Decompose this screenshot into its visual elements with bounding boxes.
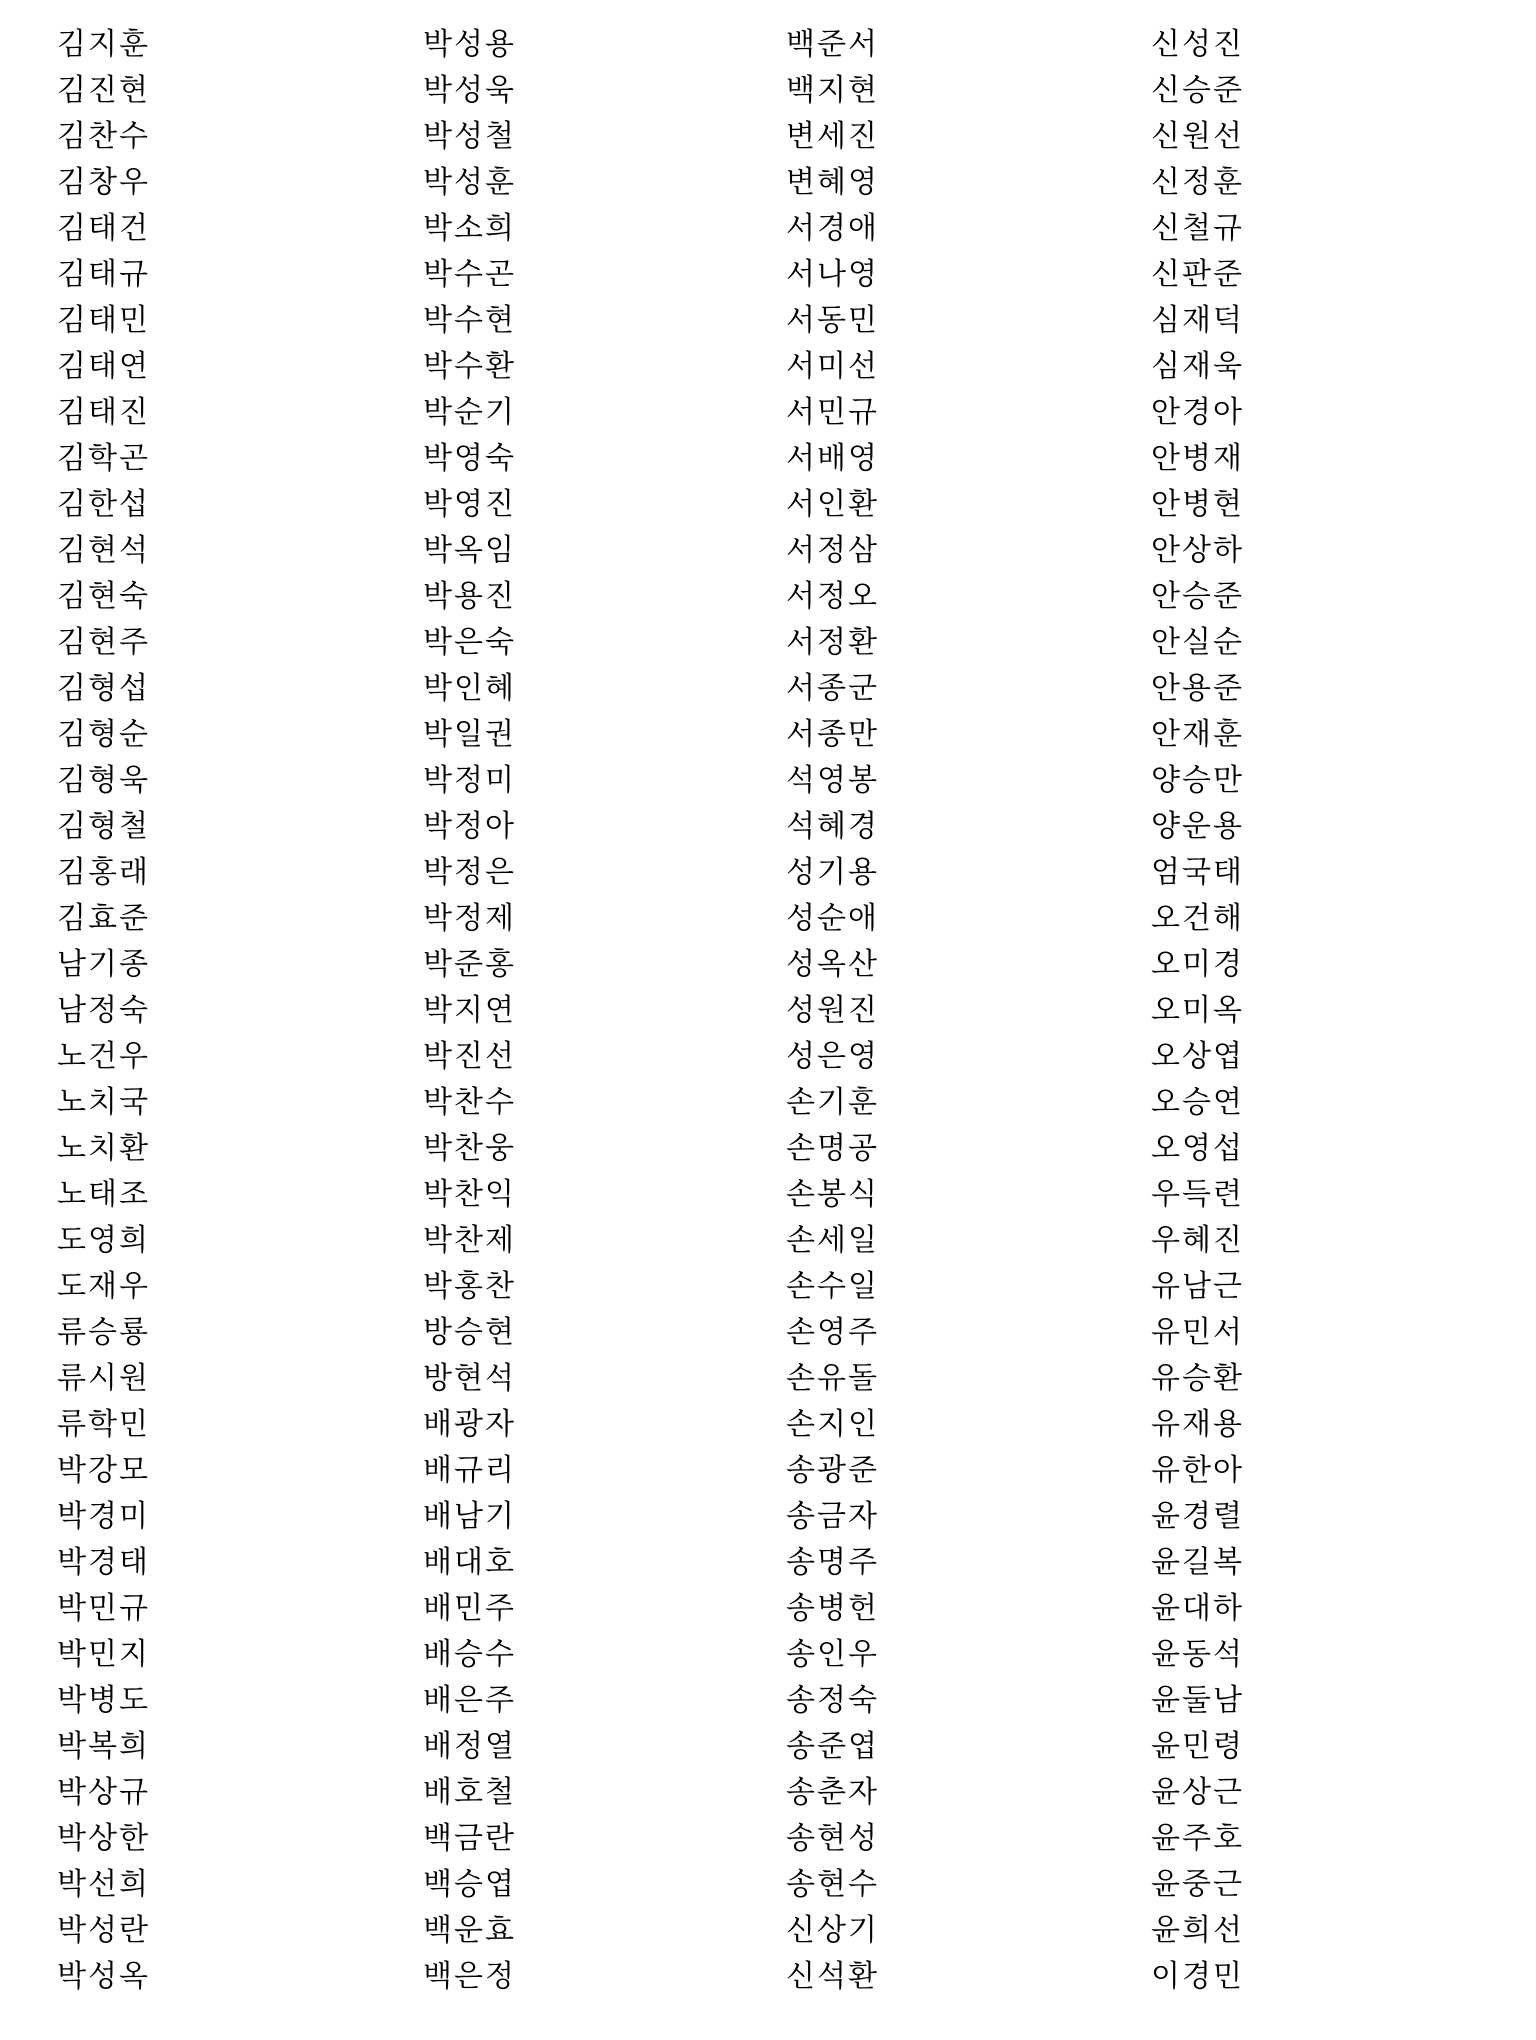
name-entry: 성기용 [786,855,879,890]
name-entry: 박정제 [423,901,516,936]
name-entry: 배민주 [423,1591,516,1626]
name-entry: 윤민령 [1151,1729,1244,1764]
name-entry: 신철규 [1151,211,1244,246]
name-entry: 서종만 [786,717,879,752]
name-column-2 [423,22,673,2000]
name-entry: 유민서 [1151,1315,1244,1350]
name-entry: 박성욱 [423,73,516,108]
name-entry: 백승엽 [423,1867,516,1902]
name-entry: 박찬제 [423,1223,516,1258]
name-entry: 송현성 [786,1821,879,1856]
name-entry: 김형철 [57,809,150,844]
name-entry: 안경아 [1151,395,1244,430]
name-entry: 서경애 [786,211,879,246]
name-column-3 [786,22,1036,2000]
name-entry: 이경민 [1151,1959,1244,1994]
name-entry: 박찬수 [423,1085,516,1120]
name-entry: 서정삼 [786,533,879,568]
name-entry: 배은주 [423,1683,516,1718]
name-entry: 성옥산 [786,947,879,982]
name-entry: 변혜영 [786,165,879,200]
name-entry: 김찬수 [57,119,150,154]
name-entry: 박상한 [57,1821,150,1856]
name-entry: 박옥임 [423,533,516,568]
name-entry: 박수곤 [423,257,516,292]
name-entry: 안병재 [1151,441,1244,476]
name-column-1 [57,22,307,2000]
name-entry: 변세진 [786,119,879,154]
name-entry: 박정아 [423,809,516,844]
name-entry: 석영봉 [786,763,879,798]
name-entry: 윤대하 [1151,1591,1244,1626]
name-entry: 박준홍 [423,947,516,982]
name-entry: 성은영 [786,1039,879,1074]
name-entry: 유남근 [1151,1269,1244,1304]
name-entry: 방현석 [423,1361,516,1396]
name-entry: 손명공 [786,1131,879,1166]
name-entry: 유승환 [1151,1361,1244,1396]
name-entry: 박정미 [423,763,516,798]
name-entry: 박찬익 [423,1177,516,1212]
name-entry: 오승연 [1151,1085,1244,1120]
name-entry: 오영섭 [1151,1131,1244,1166]
name-entry: 김효준 [57,901,150,936]
name-entry: 송금자 [786,1499,879,1534]
name-entry: 박상규 [57,1775,150,1810]
name-entry: 남기종 [57,947,150,982]
name-entry: 노치환 [57,1131,150,1166]
name-entry: 박성철 [423,119,516,154]
name-entry: 김현숙 [57,579,150,614]
name-entry: 유재용 [1151,1407,1244,1442]
name-entry: 박지연 [423,993,516,1028]
name-entry: 송춘자 [786,1775,879,1810]
name-entry: 안승준 [1151,579,1244,614]
name-entry: 손유돌 [786,1361,879,1396]
name-entry: 박수현 [423,303,516,338]
name-entry: 심재덕 [1151,303,1244,338]
name-entry: 송현수 [786,1867,879,1902]
name-entry: 송병헌 [786,1591,879,1626]
name-entry: 류학민 [57,1407,150,1442]
name-entry: 서나영 [786,257,879,292]
name-entry: 백준서 [786,27,879,62]
name-entry: 송준엽 [786,1729,879,1764]
name-entry: 안병현 [1151,487,1244,522]
name-entry: 김태규 [57,257,150,292]
name-column-4 [1151,22,1401,2000]
name-entry: 박성옥 [57,1959,150,1994]
name-entry: 윤상근 [1151,1775,1244,1810]
name-entry: 김한섭 [57,487,150,522]
name-entry: 김형욱 [57,763,150,798]
name-entry: 안용준 [1151,671,1244,706]
name-entry: 오상엽 [1151,1039,1244,1074]
name-entry: 박병도 [57,1683,150,1718]
name-entry: 윤동석 [1151,1637,1244,1672]
name-entry: 신원선 [1151,119,1244,154]
name-entry: 배승수 [423,1637,516,1672]
name-entry: 김현주 [57,625,150,660]
name-entry: 백은정 [423,1959,516,1994]
name-entry: 김홍래 [57,855,150,890]
name-entry: 심재욱 [1151,349,1244,384]
name-entry: 박찬웅 [423,1131,516,1166]
name-entry: 송광준 [786,1453,879,1488]
name-entry: 박성훈 [423,165,516,200]
name-entry: 노치국 [57,1085,150,1120]
name-entry: 박소희 [423,211,516,246]
name-entry: 박영숙 [423,441,516,476]
name-entry: 윤경렬 [1151,1499,1244,1534]
name-entry: 박용진 [423,579,516,614]
name-entry: 윤둘남 [1151,1683,1244,1718]
name-entry: 박진선 [423,1039,516,1074]
name-entry: 석혜경 [786,809,879,844]
name-entry: 류시원 [57,1361,150,1396]
name-entry: 송정숙 [786,1683,879,1718]
name-entry: 노태조 [57,1177,150,1212]
name-entry: 박선희 [57,1867,150,1902]
name-entry: 손수일 [786,1269,879,1304]
name-entry: 도영희 [57,1223,150,1258]
name-entry: 서동민 [786,303,879,338]
name-entry: 박성용 [423,27,516,62]
name-entry: 오미옥 [1151,993,1244,1028]
name-entry: 김학곤 [57,441,150,476]
name-entry: 류승룡 [57,1315,150,1350]
name-entry: 신성진 [1151,27,1244,62]
name-entry: 오미경 [1151,947,1244,982]
name-entry: 김지훈 [57,27,150,62]
name-entry: 안실순 [1151,625,1244,660]
name-entry: 배대호 [423,1545,516,1580]
name-entry: 손기훈 [786,1085,879,1120]
name-entry: 양운용 [1151,809,1244,844]
name-entry: 박민지 [57,1637,150,1672]
name-entry: 송명주 [786,1545,879,1580]
name-entry: 서종군 [786,671,879,706]
name-entry: 박정은 [423,855,516,890]
name-entry: 도재우 [57,1269,150,1304]
name-entry: 서인환 [786,487,879,522]
name-entry: 김형순 [57,717,150,752]
name-entry: 박강모 [57,1453,150,1488]
name-entry: 박민규 [57,1591,150,1626]
name-entry: 윤중근 [1151,1867,1244,1902]
name-entry: 손세일 [786,1223,879,1258]
name-entry: 우득련 [1151,1177,1244,1212]
name-entry: 박은숙 [423,625,516,660]
name-entry: 손지인 [786,1407,879,1442]
name-entry: 박일권 [423,717,516,752]
name-entry: 신상기 [786,1913,879,1948]
name-entry: 성원진 [786,993,879,1028]
name-entry: 안상하 [1151,533,1244,568]
name-entry: 백지현 [786,73,879,108]
name-entry: 김태연 [57,349,150,384]
name-entry: 양승만 [1151,763,1244,798]
name-entry: 신석환 [786,1959,879,1994]
name-entry: 우혜진 [1151,1223,1244,1258]
name-entry: 박홍찬 [423,1269,516,1304]
name-entry: 신승준 [1151,73,1244,108]
name-entry: 백운효 [423,1913,516,1948]
name-entry: 엄국태 [1151,855,1244,890]
name-entry: 신정훈 [1151,165,1244,200]
name-entry: 손영주 [786,1315,879,1350]
name-entry: 박성란 [57,1913,150,1948]
name-entry: 안재훈 [1151,717,1244,752]
name-entry: 박경미 [57,1499,150,1534]
name-entry: 윤길복 [1151,1545,1244,1580]
name-entry: 서미선 [786,349,879,384]
name-entry: 성순애 [786,901,879,936]
name-entry: 김태건 [57,211,150,246]
name-entry: 김진현 [57,73,150,108]
name-entry: 배호철 [423,1775,516,1810]
name-entry: 오건해 [1151,901,1244,936]
name-entry: 박복희 [57,1729,150,1764]
name-entry: 남정숙 [57,993,150,1028]
name-entry: 방승현 [423,1315,516,1350]
name-entry: 서민규 [786,395,879,430]
name-entry: 박순기 [423,395,516,430]
name-entry: 배규리 [423,1453,516,1488]
name-entry: 배남기 [423,1499,516,1534]
name-entry: 배광자 [423,1407,516,1442]
name-entry: 신판준 [1151,257,1244,292]
name-entry: 서정오 [786,579,879,614]
name-entry: 박경태 [57,1545,150,1580]
name-entry: 김태진 [57,395,150,430]
name-entry: 김태민 [57,303,150,338]
name-entry: 박수환 [423,349,516,384]
name-entry: 김형섭 [57,671,150,706]
name-entry: 윤주호 [1151,1821,1244,1856]
name-entry: 박영진 [423,487,516,522]
name-entry: 손봉식 [786,1177,879,1212]
name-entry: 박인혜 [423,671,516,706]
name-entry: 윤희선 [1151,1913,1244,1948]
name-entry: 백금란 [423,1821,516,1856]
name-entry: 서배영 [786,441,879,476]
name-entry: 송인우 [786,1637,879,1672]
name-entry: 노건우 [57,1039,150,1074]
name-entry: 김창우 [57,165,150,200]
name-entry: 배정열 [423,1729,516,1764]
name-entry: 김현석 [57,533,150,568]
name-entry: 서정환 [786,625,879,660]
name-entry: 유한아 [1151,1453,1244,1488]
